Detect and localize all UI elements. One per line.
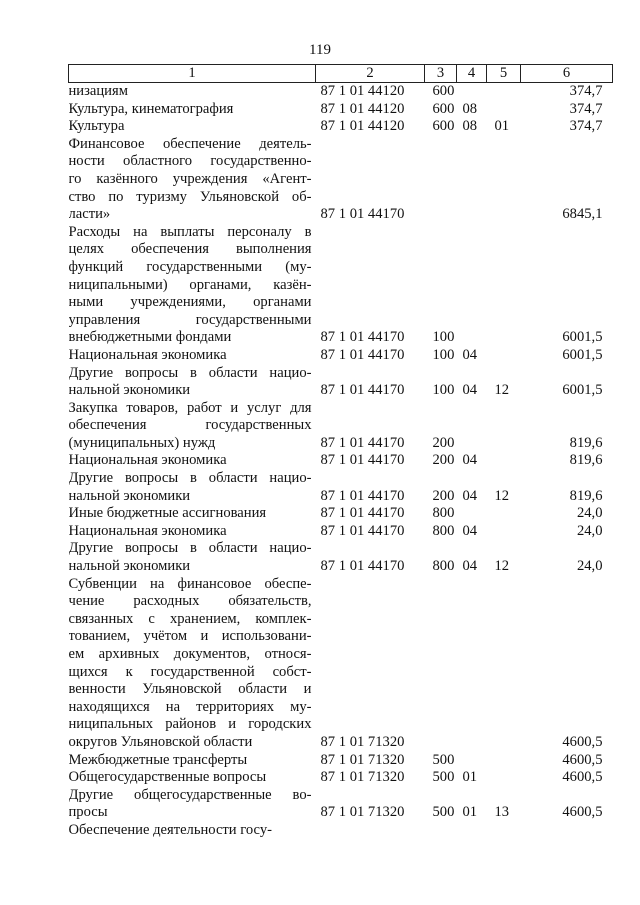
row-subsection	[487, 752, 521, 770]
table-row	[69, 787, 613, 822]
row-amount: 6001,5	[562, 346, 603, 363]
budget-table	[68, 64, 613, 840]
row-name-line: Национальная экономика	[68, 346, 227, 363]
row-name	[69, 400, 316, 453]
row-amount: 6001,5	[562, 382, 603, 399]
row-code: 87 1 01 44170	[320, 206, 405, 223]
row-name-line: низациям	[68, 83, 128, 99]
row-section	[457, 400, 487, 453]
row-name-line: ниципальными) органами, казён-	[68, 276, 312, 293]
row-name	[69, 83, 316, 101]
row-subsection	[487, 523, 521, 541]
table-row	[69, 540, 613, 575]
row-name-line: Межбюджетные трансферты	[68, 751, 248, 768]
table-row	[69, 101, 613, 119]
row-name	[69, 769, 316, 787]
row-code: 87 1 01 71320	[320, 804, 405, 821]
row-name-line: Культура, кинематография	[68, 100, 234, 117]
column-header-5: 5	[487, 65, 521, 83]
row-name-line: Национальная экономика	[68, 452, 227, 469]
row-expense-type: 600	[432, 83, 455, 99]
row-subsection	[487, 505, 521, 523]
row-name-line: Другие общегосударственные во-	[68, 786, 312, 803]
table-body	[69, 83, 613, 840]
table-row	[69, 347, 613, 365]
row-code: 87 1 01 71320	[320, 769, 405, 786]
row-name-line: округов Ульяновской области	[68, 733, 253, 750]
row-section: 04	[462, 346, 478, 363]
row-code: 87 1 01 71320	[320, 733, 405, 750]
row-name-line: Общегосударственные вопросы	[68, 769, 267, 786]
row-name	[69, 452, 316, 470]
row-name-line: Культура	[68, 118, 125, 135]
column-header-6: 6	[521, 65, 613, 83]
row-section	[457, 224, 487, 347]
row-section: 04	[462, 558, 478, 575]
row-expense-type: 800	[432, 522, 455, 539]
table-row	[69, 136, 613, 224]
row-amount: 6001,5	[562, 329, 603, 346]
row-section	[457, 136, 487, 224]
row-name	[69, 347, 316, 365]
table-row	[69, 523, 613, 541]
row-subsection	[487, 136, 521, 224]
row-name-line: Иные бюджетные ассигнования	[68, 505, 267, 522]
row-name-line: Расходы на выплаты персоналу в	[68, 223, 312, 240]
row-code: 87 1 01 44170	[320, 434, 405, 451]
row-name	[69, 118, 316, 136]
row-section	[457, 822, 487, 840]
row-name-line: Субвенции на финансовое обеспе-	[68, 575, 312, 592]
row-subsection	[487, 101, 521, 119]
row-subsection	[487, 769, 521, 787]
row-expense-type: 200	[432, 452, 455, 469]
row-expense-type: 100	[432, 329, 455, 346]
row-name	[69, 822, 316, 840]
row-code: 87 1 01 44170	[320, 522, 405, 539]
row-section: 08	[462, 100, 478, 117]
row-expense-type: 600	[432, 100, 455, 117]
row-name-line: управления государственными	[68, 311, 312, 328]
row-amount: 819,6	[569, 434, 603, 451]
table-header-row	[69, 65, 613, 83]
row-name-line: ности областного государственно-	[68, 153, 312, 170]
row-code: 87 1 01 44170	[320, 329, 405, 346]
row-name	[69, 787, 316, 822]
row-section: 04	[462, 382, 478, 399]
table-row	[69, 118, 613, 136]
row-name-line: ными учреждениями, органами	[68, 294, 312, 311]
row-subsection: 12	[494, 558, 510, 575]
row-code: 87 1 01 44170	[320, 505, 405, 522]
row-expense-type	[425, 822, 457, 840]
row-section: 01	[462, 769, 478, 786]
row-name-line: нальной экономики	[68, 487, 191, 504]
column-header-1: 1	[69, 65, 316, 83]
row-code: 87 1 01 71320	[320, 751, 405, 768]
row-section: 01	[462, 804, 478, 821]
row-name-line: Национальная экономика	[68, 522, 227, 539]
table-row	[69, 769, 613, 787]
table-row	[69, 752, 613, 770]
row-expense-type: 500	[432, 804, 455, 821]
row-name	[69, 576, 316, 752]
row-amount: 4600,5	[562, 769, 603, 786]
row-name	[69, 224, 316, 347]
row-name	[69, 365, 316, 400]
table-row	[69, 470, 613, 505]
row-subsection	[487, 400, 521, 453]
row-expense-type: 800	[432, 558, 455, 575]
column-header-2: 2	[316, 65, 425, 83]
row-name-line: обеспечения государственных	[68, 417, 312, 434]
row-name-line: внебюджетными фондами	[68, 329, 232, 346]
row-code: 87 1 01 44120	[320, 118, 405, 135]
row-name	[69, 470, 316, 505]
row-section: 08	[462, 118, 478, 135]
row-section: 04	[462, 487, 478, 504]
row-section: 04	[462, 452, 478, 469]
row-subsection	[487, 347, 521, 365]
row-expense-type: 100	[432, 382, 455, 399]
row-code	[316, 822, 425, 840]
row-subsection: 12	[494, 382, 510, 399]
row-expense-type	[425, 136, 457, 224]
row-name-line: Другие вопросы в области нацио-	[68, 470, 312, 487]
row-name-line: щихся к государственной собст-	[68, 663, 312, 680]
row-name-line: Закупка товаров, работ и услуг для	[68, 399, 312, 416]
row-name-line: находящихся на территориях му-	[68, 698, 312, 715]
table-row	[69, 452, 613, 470]
row-expense-type: 600	[432, 118, 455, 135]
row-name-line: го казённого учреждения «Агент-	[68, 170, 312, 187]
table-row	[69, 400, 613, 453]
row-code: 87 1 01 44120	[320, 100, 405, 117]
row-amount: 4600,5	[562, 733, 603, 750]
row-amount: 6845,1	[562, 206, 603, 223]
table-row	[69, 365, 613, 400]
row-subsection	[487, 83, 521, 101]
row-name-line: Другие вопросы в области нацио-	[68, 540, 312, 557]
row-subsection: 12	[494, 487, 510, 504]
row-name	[69, 752, 316, 770]
row-name-line: просы	[68, 804, 108, 821]
row-name-line: чение расходных обязательств,	[68, 593, 312, 610]
row-name	[69, 136, 316, 224]
row-name-line: тованием, учётом и использовани-	[68, 628, 312, 645]
row-amount: 374,7	[569, 83, 603, 99]
table-row	[69, 83, 613, 101]
row-amount	[521, 822, 613, 840]
row-name	[69, 540, 316, 575]
row-code: 87 1 01 44170	[320, 346, 405, 363]
row-name-line: ство по туризму Ульяновской об-	[68, 188, 312, 205]
row-name-line: функций государственными (му-	[68, 258, 312, 275]
row-amount: 819,6	[569, 487, 603, 504]
row-subsection	[487, 224, 521, 347]
row-name	[69, 505, 316, 523]
row-name-line: ем архивных документов, относя-	[68, 646, 312, 662]
column-header-3: 3	[425, 65, 457, 83]
row-name-line: ниципальных районов и городских	[68, 716, 312, 733]
row-subsection: 13	[494, 804, 510, 821]
row-amount: 24,0	[576, 558, 603, 575]
row-code: 87 1 01 44170	[320, 452, 405, 469]
row-amount: 24,0	[576, 522, 603, 539]
row-name-line: Финансовое обеспечение деятель-	[68, 135, 312, 152]
row-name-line: Другие вопросы в области нацио-	[68, 364, 312, 381]
row-code: 87 1 01 44170	[320, 382, 405, 399]
row-section	[457, 576, 487, 752]
row-expense-type: 800	[432, 505, 455, 522]
row-amount: 819,6	[569, 452, 603, 469]
row-code: 87 1 01 44170	[320, 487, 405, 504]
row-amount: 374,7	[569, 118, 603, 135]
row-amount: 4600,5	[562, 804, 603, 821]
row-expense-type: 200	[432, 487, 455, 504]
row-section: 04	[462, 522, 478, 539]
row-amount: 4600,5	[562, 751, 603, 768]
row-section	[457, 505, 487, 523]
table-row	[69, 822, 613, 840]
row-name-line: нальной экономики	[68, 558, 191, 575]
row-subsection	[487, 452, 521, 470]
row-name-line: венности Ульяновской области и	[68, 681, 312, 698]
column-header-4: 4	[457, 65, 487, 83]
row-subsection	[487, 576, 521, 752]
row-name	[69, 523, 316, 541]
table-row	[69, 224, 613, 347]
table-row	[69, 576, 613, 752]
row-name	[69, 101, 316, 119]
row-name-line: нальной экономики	[68, 382, 191, 399]
row-subsection	[487, 822, 521, 840]
row-subsection: 01	[494, 118, 510, 135]
row-section	[457, 752, 487, 770]
row-expense-type: 100	[432, 346, 455, 363]
row-name-line: целях обеспечения выполнения	[68, 241, 312, 258]
row-name-line: (муниципальных) нужд	[68, 434, 216, 451]
row-amount: 24,0	[576, 505, 603, 522]
row-name-line: ласти»	[68, 206, 111, 223]
row-expense-type: 500	[432, 769, 455, 786]
row-section	[457, 83, 487, 101]
row-code: 87 1 01 44120	[320, 83, 405, 99]
row-amount: 374,7	[569, 100, 603, 117]
row-expense-type: 200	[432, 434, 455, 451]
row-expense-type: 500	[432, 751, 455, 768]
page-number: 119	[309, 42, 331, 58]
row-expense-type	[425, 576, 457, 752]
row-name-line: Обеспечение деятельности госу-	[68, 821, 272, 838]
table-row	[69, 505, 613, 523]
row-code: 87 1 01 44170	[320, 558, 405, 575]
row-name-line: связанных с хранением, комплек-	[68, 610, 312, 627]
